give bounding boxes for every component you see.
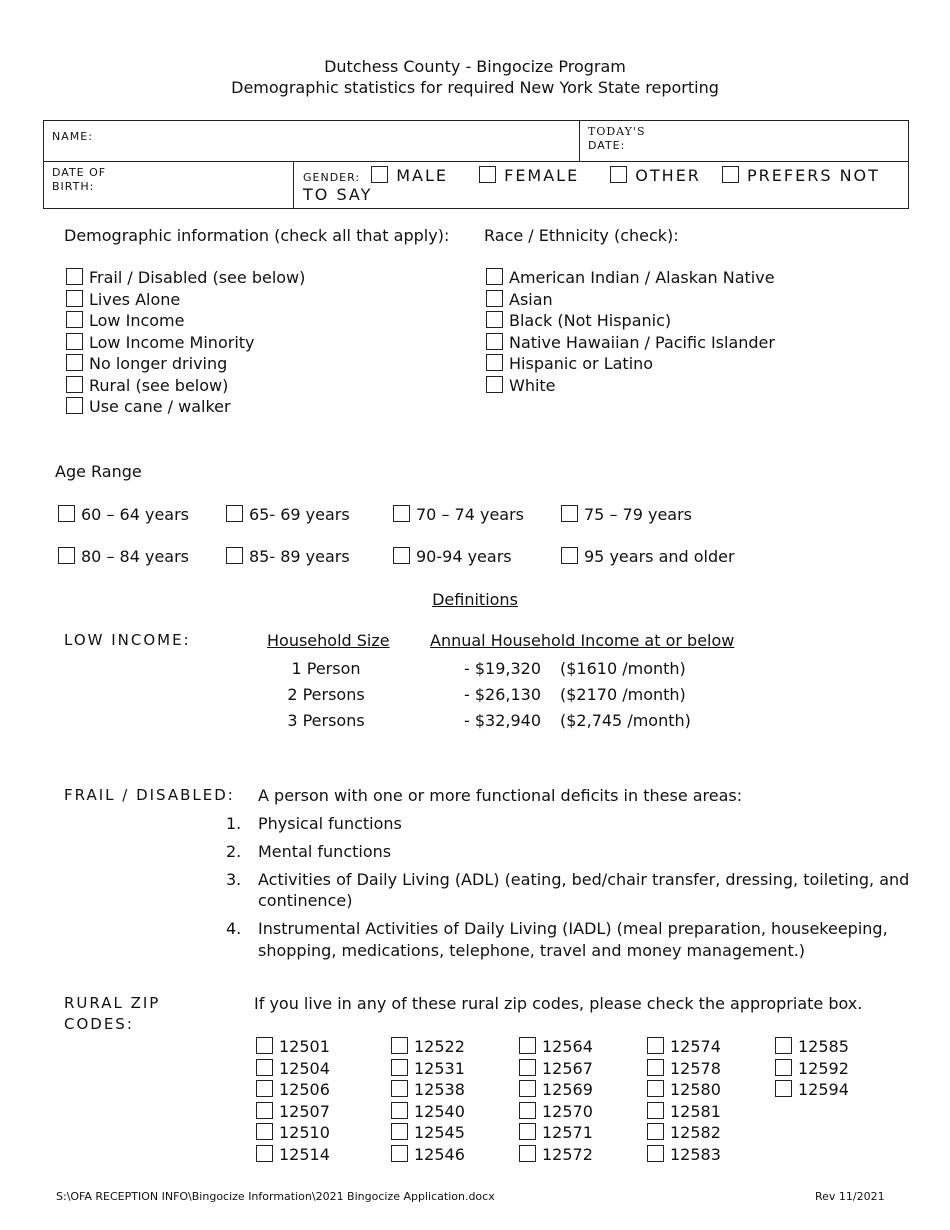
personal-info-table [43,120,909,209]
frail-item-text: Instrumental Activities of Daily Living (IADL) (meal preparation, housekeeping, [258,919,888,938]
checkbox[interactable] [486,311,503,328]
checkbox[interactable] [775,1059,792,1076]
checkbox[interactable] [256,1037,273,1054]
checkbox[interactable] [226,505,243,522]
zip-code-label: 12572 [542,1144,593,1164]
zip-code-option[interactable] [519,1123,593,1142]
demographic-option[interactable] [66,397,231,416]
page-title: Dutchess County - Bingocize Program [324,57,626,76]
option-label: 85- 89 years [249,547,350,566]
option-label: Use cane / walker [89,397,231,416]
checkbox[interactable] [486,354,503,371]
checkbox[interactable] [66,311,83,328]
zip-code-option[interactable] [256,1102,330,1121]
checkbox[interactable] [256,1145,273,1162]
zip-code-label: 12581 [670,1101,721,1121]
frail-item-text-cont: continence) [258,891,353,910]
dob-label-line1: DATE OF [52,166,107,179]
checkbox[interactable] [391,1123,408,1140]
demographic-option[interactable] [66,354,227,373]
option-label: 80 – 84 years [81,547,190,566]
option-label: White [509,376,556,395]
option-label: Native Hawaiian / Pacific Islander [509,333,775,352]
zip-code-label: 12580 [670,1080,721,1099]
zip-code-option[interactable] [256,1145,330,1164]
zip-code-label: 12571 [542,1123,593,1142]
rural-label-line1: RURAL ZIP [64,994,161,1012]
frail-item-text: Physical functions [258,814,402,833]
race-option[interactable] [486,376,556,395]
age-option[interactable] [226,547,350,566]
annual-income-cell: - $32,940 [463,711,541,730]
zip-code-option[interactable] [519,1102,593,1121]
checkbox[interactable] [647,1145,664,1162]
page-subtitle: Demographic statistics for required New York State reporting [231,78,719,97]
zip-code-label: 12594 [798,1080,849,1099]
checkbox[interactable] [391,1080,408,1097]
checkbox[interactable] [647,1037,664,1054]
zip-code-option[interactable] [647,1145,721,1164]
frail-item-text: Activities of Daily Living (ADL) (eating, bed/chair transfer, dressing, toileting, and [258,870,910,889]
option-label: No longer driving [89,354,228,373]
option-label: Lives Alone [89,290,181,309]
age-option[interactable] [226,505,350,524]
zip-code-label: 12585 [798,1037,849,1056]
option-label: Low Income [89,311,185,330]
zip-code-label: 12531 [414,1058,465,1078]
date-of-birth-field[interactable] [44,162,294,209]
zip-code-label: 12510 [279,1123,330,1142]
checkbox[interactable] [66,376,83,393]
todays-date-field[interactable] [580,121,909,162]
zip-code-option[interactable] [647,1102,721,1121]
checkbox[interactable] [391,1037,408,1054]
frail-item-number: 4. [226,919,242,938]
checkbox[interactable] [519,1080,536,1097]
option-label: American Indian / Alaskan Native [509,268,775,287]
demographic-heading: Demographic information (check all that apply): [64,226,450,245]
zip-code-label: 12545 [414,1123,465,1142]
zip-code-label: 12578 [670,1058,721,1078]
zip-code-option[interactable] [391,1145,465,1164]
option-label: 70 – 74 years [416,505,525,524]
checkbox[interactable] [519,1102,536,1119]
demographic-option[interactable] [66,290,180,309]
age-option[interactable] [393,547,512,566]
zip-code-option[interactable] [256,1037,330,1056]
option-label: 60 – 64 years [81,505,190,524]
checkbox[interactable] [256,1102,273,1119]
zip-code-label: 12540 [414,1101,465,1121]
option-label: 65- 69 years [249,505,350,524]
gender-female-checkbox[interactable] [479,166,496,183]
checkbox[interactable] [391,1059,408,1076]
checkbox[interactable] [256,1080,273,1097]
option-label: 90-94 years [416,547,512,566]
age-heading: Age Range [55,462,142,481]
zip-code-label: 12592 [798,1058,849,1078]
dob-label-line2: BIRTH: [52,180,95,193]
frail-item-number: 3. [226,870,242,889]
zip-code-option[interactable] [519,1145,593,1164]
zip-code-option[interactable] [391,1102,465,1121]
race-option[interactable] [486,311,671,330]
todays-date-label-line2: DATE: [588,139,626,152]
checkbox[interactable] [486,290,503,307]
frail-item-text-cont: shopping, medications, telephone, travel and money management.) [258,941,806,960]
gender-field [294,162,909,209]
checkbox[interactable] [775,1080,792,1097]
name-field[interactable] [44,121,580,162]
income-header: Annual Household Income at or below [430,631,735,650]
zip-code-label: 12501 [279,1037,330,1056]
household-size-cell: 1 Person [291,659,361,678]
gender-label: GENDER: [303,171,361,184]
zip-code-label: 12569 [542,1080,593,1099]
zip-code-option[interactable] [775,1037,849,1056]
frail-item-number: 1. [226,814,242,833]
checkbox[interactable] [647,1102,664,1119]
checkbox[interactable] [486,268,503,285]
checkbox[interactable] [519,1123,536,1140]
zip-code-label: 12567 [542,1058,593,1078]
definitions-heading: Definitions [432,590,518,609]
footer-revision: Rev 11/2021 [815,1190,885,1203]
zip-code-label: 12546 [414,1144,465,1164]
zip-code-option[interactable] [519,1080,593,1099]
race-option[interactable] [486,290,553,309]
checkbox[interactable] [66,354,83,371]
checkbox[interactable] [58,547,75,564]
zip-code-label: 12570 [542,1101,593,1121]
checkbox[interactable] [66,268,83,285]
age-option[interactable] [58,547,189,566]
checkbox[interactable] [226,547,243,564]
zip-code-option[interactable] [391,1037,465,1056]
zip-code-option[interactable] [391,1123,465,1142]
checkbox[interactable] [393,505,410,522]
gender-prefer-not-checkbox[interactable] [722,166,739,183]
demographic-option[interactable] [66,376,228,395]
zip-code-option[interactable] [256,1059,330,1078]
zip-code-label: 12504 [279,1058,330,1078]
checkbox[interactable] [519,1037,536,1054]
checkbox[interactable] [66,333,83,350]
zip-code-label: 12564 [542,1037,593,1056]
age-option[interactable] [561,547,735,566]
demographic-option[interactable] [66,333,255,352]
age-option[interactable] [561,505,692,524]
race-option[interactable] [486,333,775,352]
demographic-option[interactable] [66,311,184,330]
option-label: Low Income Minority [89,333,255,352]
checkbox[interactable] [647,1059,664,1076]
zip-code-label: 12538 [414,1080,465,1099]
monthly-income-cell: ($2,745 /month) [560,711,691,730]
gender-male-checkbox[interactable] [371,166,388,183]
low-income-label: LOW INCOME: [64,631,191,649]
checkbox[interactable] [561,505,578,522]
option-label: Hispanic or Latino [509,354,654,373]
zip-code-label: 12583 [670,1144,721,1164]
rural-label-line2: CODES: [64,1015,134,1033]
zip-code-option[interactable] [647,1059,721,1078]
monthly-income-cell: ($1610 /month) [560,659,686,678]
age-option[interactable] [393,505,524,524]
zip-code-option[interactable] [519,1059,593,1078]
zip-code-option[interactable] [775,1059,849,1078]
checkbox[interactable] [393,547,410,564]
zip-code-option[interactable] [647,1037,721,1056]
option-label: 75 – 79 years [584,505,693,524]
zip-code-option[interactable] [519,1037,593,1056]
checkbox[interactable] [486,333,503,350]
household-size-cell: 2 Persons [287,685,365,704]
monthly-income-cell: ($2170 /month) [560,685,686,704]
frail-label: FRAIL / DISABLED: [64,786,235,804]
zip-code-option[interactable] [775,1080,849,1099]
option-label: Black (Not Hispanic) [509,311,672,330]
race-option[interactable] [486,354,653,373]
zip-code-option[interactable] [256,1080,330,1099]
gender-male-label: MALE [396,166,449,185]
zip-code-option[interactable] [256,1123,330,1142]
zip-code-label: 12506 [279,1080,330,1099]
option-label: Asian [509,290,553,309]
checkbox[interactable] [486,376,503,393]
option-label: Frail / Disabled (see below) [89,268,306,287]
zip-code-label: 12507 [279,1101,330,1121]
zip-code-option[interactable] [391,1080,465,1099]
option-label: 95 years and older [584,547,735,566]
gender-prefer-not-label: PREFERS NOT TO SAY [303,166,880,204]
rural-intro: If you live in any of these rural zip codes, please check the appropriate box. [254,994,863,1013]
gender-other-checkbox[interactable] [610,166,627,183]
checkbox[interactable] [58,505,75,522]
gender-other-label: OTHER [635,166,701,185]
zip-code-label: 12514 [279,1144,330,1164]
frail-intro: A person with one or more functional deficits in these areas: [258,786,743,805]
race-heading: Race / Ethnicity (check): [484,226,679,245]
gender-female-label: FEMALE [504,166,580,185]
name-label: NAME: [52,130,93,143]
zip-code-label: 12574 [670,1037,721,1056]
zip-code-option[interactable] [647,1080,721,1099]
checkbox[interactable] [391,1102,408,1119]
footer-file-path: S:\OFA RECEPTION INFO\Bingocize Information\2021 Bingocize Application.docx [56,1190,495,1203]
zip-code-label: 12522 [414,1037,465,1056]
zip-code-label: 12582 [670,1123,721,1142]
checkbox[interactable] [519,1059,536,1076]
zip-code-option[interactable] [391,1059,465,1078]
checkbox[interactable] [66,397,83,414]
checkbox[interactable] [647,1080,664,1097]
checkbox[interactable] [775,1037,792,1054]
todays-date-label-line1: TODAY'S [588,125,646,138]
frail-item-text: Mental functions [258,842,392,861]
checkbox[interactable] [647,1123,664,1140]
checkbox[interactable] [391,1145,408,1162]
household-size-cell: 3 Persons [287,711,365,730]
race-option[interactable] [486,268,775,287]
age-option[interactable] [58,505,189,524]
option-label: Rural (see below) [89,376,229,395]
household-size-header: Household Size [267,631,390,650]
annual-income-cell: - $19,320 [463,659,541,678]
checkbox[interactable] [66,290,83,307]
checkbox[interactable] [256,1123,273,1140]
checkbox[interactable] [256,1059,273,1076]
checkbox[interactable] [561,547,578,564]
demographic-option[interactable] [66,268,305,287]
zip-code-option[interactable] [647,1123,721,1142]
annual-income-cell: - $26,130 [463,685,541,704]
checkbox[interactable] [519,1145,536,1162]
frail-item-number: 2. [226,842,242,861]
